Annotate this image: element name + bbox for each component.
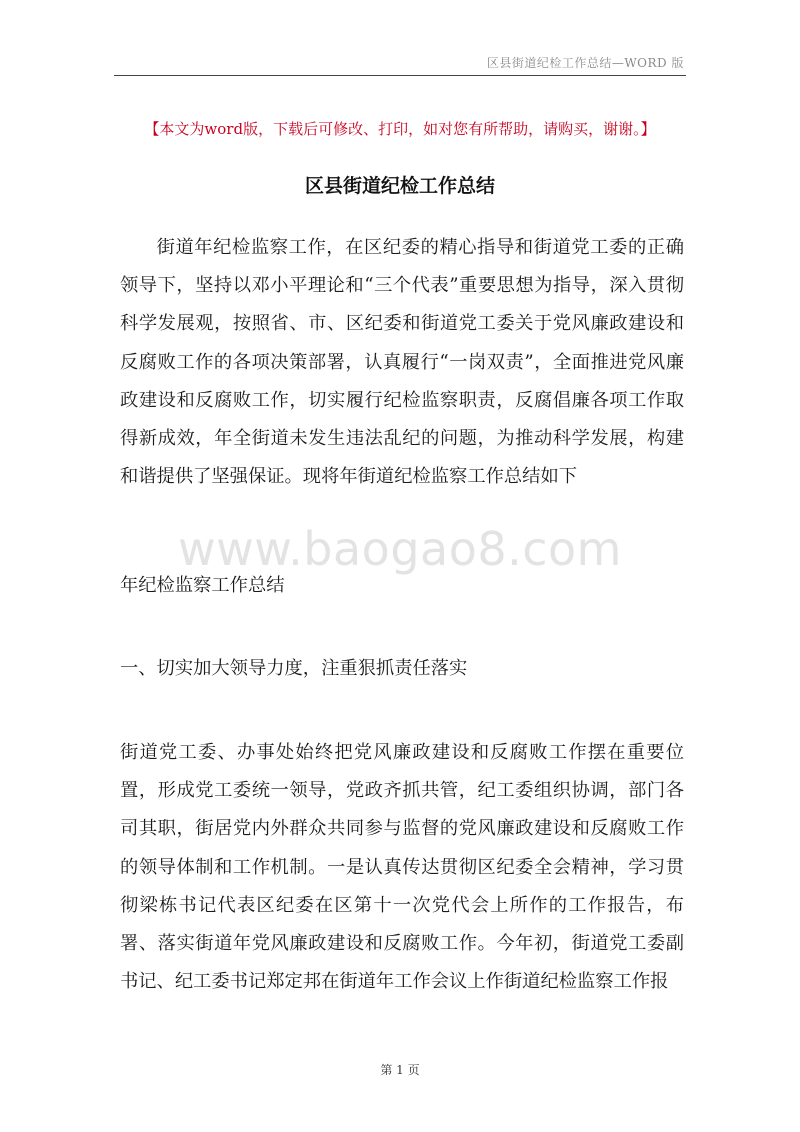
section-1-heading: 一、切实加大领导力度，注重狠抓责任落实 — [120, 658, 468, 679]
watermark: www.baogao8.com — [178, 522, 622, 576]
summary-subtitle: 年纪检监察工作总结 — [120, 575, 285, 596]
running-header: 区县街道纪检工作总结—WORD 版 — [486, 56, 684, 70]
page-number: 第 1 页 — [380, 1063, 420, 1077]
section-1-paragraph: 街道党工委、办事处始终把党风廉政建设和反腐败工作摆在重要位置，形成党工委统一领导，党政齐抓共管，纪工委组织协调，部门各司其职，街居党内外群众共同参与监督的党风廉政建设和反腐败工作的领导体制和工作机制。一是认真传达贯彻区纪委全会精神，学习贯彻梁栋书记代表区纪委在区第十一次党代会上所作的工作报告，布署、落实街道年党风廉政建设和反腐败工作。今年初，街道党工委副书记、纪工委书记郑定邦在街道年工作会议上作街道纪检监察工作报 — [120, 742, 684, 993]
header-divider — [114, 75, 686, 76]
document-title: 区县街道纪检工作总结 — [304, 175, 495, 197]
intro-paragraph: 街道年纪检监察工作，在区纪委的精心指导和街道党工委的正确领导下，坚持以邓小平理论和“三个代表”重要思想为指导，深入贯彻科学发展观，按照省、市、区纪委和街道党工委关于党风廉政建设和反腐败工作的各项决策部署，认真履行“一岗双责”，全面推进党风廉政建设和反腐败工作，切实履行纪检监察职责，反腐倡廉各项工作取得新成效，年全街道未发生违法乱纪的问题，为推动科学发展，构建和谐提供了坚强保证。现将年街道纪检监察工作总结如下 — [120, 237, 684, 488]
purchase-notice: 【本文为word版，下载后可修改、打印，如对您有所帮助，请购买，谢谢。】 — [144, 120, 656, 138]
